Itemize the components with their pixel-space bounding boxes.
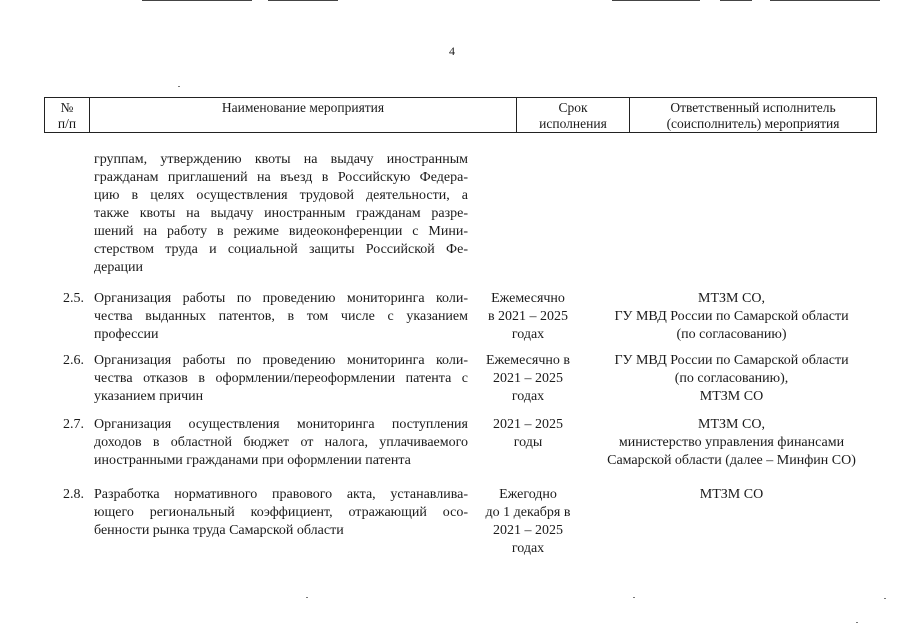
scan-speck bbox=[633, 597, 635, 598]
text-line: чества отказов в оформлении/переоформлении патента с bbox=[94, 371, 468, 386]
text-line: годах bbox=[511, 541, 545, 556]
header-deadline-line: исполнения bbox=[539, 116, 607, 131]
text-line: также квоты на выдачу иностранным гражданам разре- bbox=[94, 206, 468, 221]
scan-speck bbox=[306, 597, 308, 598]
event-name bbox=[94, 352, 468, 406]
responsible bbox=[589, 416, 874, 470]
deadline bbox=[474, 352, 582, 406]
row-number: 2.7. bbox=[63, 417, 84, 432]
event-name bbox=[94, 486, 468, 540]
table-header bbox=[44, 97, 877, 133]
text-line: дерации bbox=[94, 260, 144, 275]
text-line: стерством труда и социальной защиты Российской Фе- bbox=[94, 242, 468, 257]
text-line: годах bbox=[511, 389, 545, 404]
text-line: Разработка нормативного правового акта, устанавлива- bbox=[94, 487, 468, 502]
text-line: (по согласованию) bbox=[676, 327, 787, 342]
header-event-name-label: Наименование мероприятия bbox=[221, 100, 385, 115]
header-number bbox=[45, 98, 90, 132]
scan-edge-line bbox=[142, 0, 252, 1]
text-line: 2021 – 2025 bbox=[493, 371, 563, 386]
scan-speck bbox=[884, 598, 886, 599]
text-line: иностранными гражданами при оформлении патента bbox=[94, 453, 411, 468]
responsible bbox=[589, 352, 874, 406]
scan-speck bbox=[178, 86, 180, 87]
text-line: Организация работы по проведению мониторинга коли- bbox=[94, 353, 468, 368]
deadline bbox=[474, 486, 582, 558]
text-line: доходов в областной бюджет от налога, уплачиваемого bbox=[94, 435, 468, 450]
text-line: гражданам приглашений на въезд в Российскую Федера- bbox=[94, 170, 468, 185]
text-line: МТЗМ СО bbox=[699, 389, 764, 404]
header-event-name bbox=[90, 98, 517, 132]
header-number-line: п/п bbox=[57, 116, 77, 131]
text-line: годы bbox=[513, 435, 543, 450]
text-line: МТЗМ СО, bbox=[698, 291, 765, 306]
text-line: 2021 – 2025 bbox=[493, 417, 563, 432]
event-name-continuation bbox=[94, 151, 468, 277]
header-deadline bbox=[517, 98, 630, 132]
text-line: цию в целях осуществления трудовой деятельности, а bbox=[94, 188, 468, 203]
text-line: Самарской области (далее – Минфин СО) bbox=[607, 453, 856, 468]
text-line: годах bbox=[511, 327, 545, 342]
text-line: до 1 декабря в bbox=[485, 505, 571, 520]
deadline bbox=[474, 416, 582, 452]
header-number-line: № bbox=[60, 100, 74, 115]
responsible bbox=[589, 290, 874, 344]
text-line: шений на работу в режиме видеоконференции с Мини- bbox=[94, 224, 468, 239]
header-responsible bbox=[630, 98, 876, 132]
text-line: Ежемесячно bbox=[491, 291, 565, 306]
scan-edge-line bbox=[720, 0, 752, 1]
text-line: бенности рынка труда Самарской области bbox=[94, 523, 344, 538]
text-line: МТЗМ СО bbox=[699, 487, 764, 502]
responsible bbox=[589, 486, 874, 504]
scan-speck bbox=[856, 622, 858, 623]
header-responsible-line: Ответственный исполнитель bbox=[670, 100, 836, 115]
text-line: профессии bbox=[94, 327, 159, 342]
page-number: 4 bbox=[449, 44, 455, 58]
header-responsible-line: (соисполнитель) мероприятия bbox=[666, 116, 840, 131]
text-line: чества выданных патентов, в том числе с указанием bbox=[94, 309, 468, 324]
text-line: Организация работы по проведению мониторинга коли- bbox=[94, 291, 468, 306]
text-line: Ежегодно bbox=[499, 487, 557, 502]
text-line: (по согласованию), bbox=[674, 371, 789, 386]
text-line: указанием причин bbox=[94, 389, 204, 404]
text-line: Ежемесячно в bbox=[486, 353, 570, 368]
text-line: министерство управления финансами bbox=[618, 435, 845, 450]
scan-edge-line bbox=[612, 0, 700, 1]
text-line: группам, утверждению квоты на выдачу иностранным bbox=[94, 152, 468, 167]
row-number: 2.5. bbox=[63, 291, 84, 306]
event-name bbox=[94, 416, 468, 470]
text-line: ющего региональный коэффициент, отражающий осо- bbox=[94, 505, 468, 520]
text-line: МТЗМ СО, bbox=[698, 417, 765, 432]
text-line: ГУ МВД России по Самарской области bbox=[614, 309, 849, 324]
scan-edge-line bbox=[268, 0, 338, 1]
row-number: 2.8. bbox=[63, 487, 84, 502]
text-line: ГУ МВД России по Самарской области bbox=[614, 353, 849, 368]
text-line: в 2021 – 2025 bbox=[487, 309, 569, 324]
text-line: 2021 – 2025 bbox=[493, 523, 563, 538]
header-deadline-line: Срок bbox=[558, 100, 588, 115]
event-name bbox=[94, 290, 468, 344]
text-line: Организация осуществления мониторинга поступления bbox=[94, 417, 468, 432]
scan-edge-line bbox=[770, 0, 880, 1]
deadline bbox=[474, 290, 582, 344]
row-number: 2.6. bbox=[63, 353, 84, 368]
